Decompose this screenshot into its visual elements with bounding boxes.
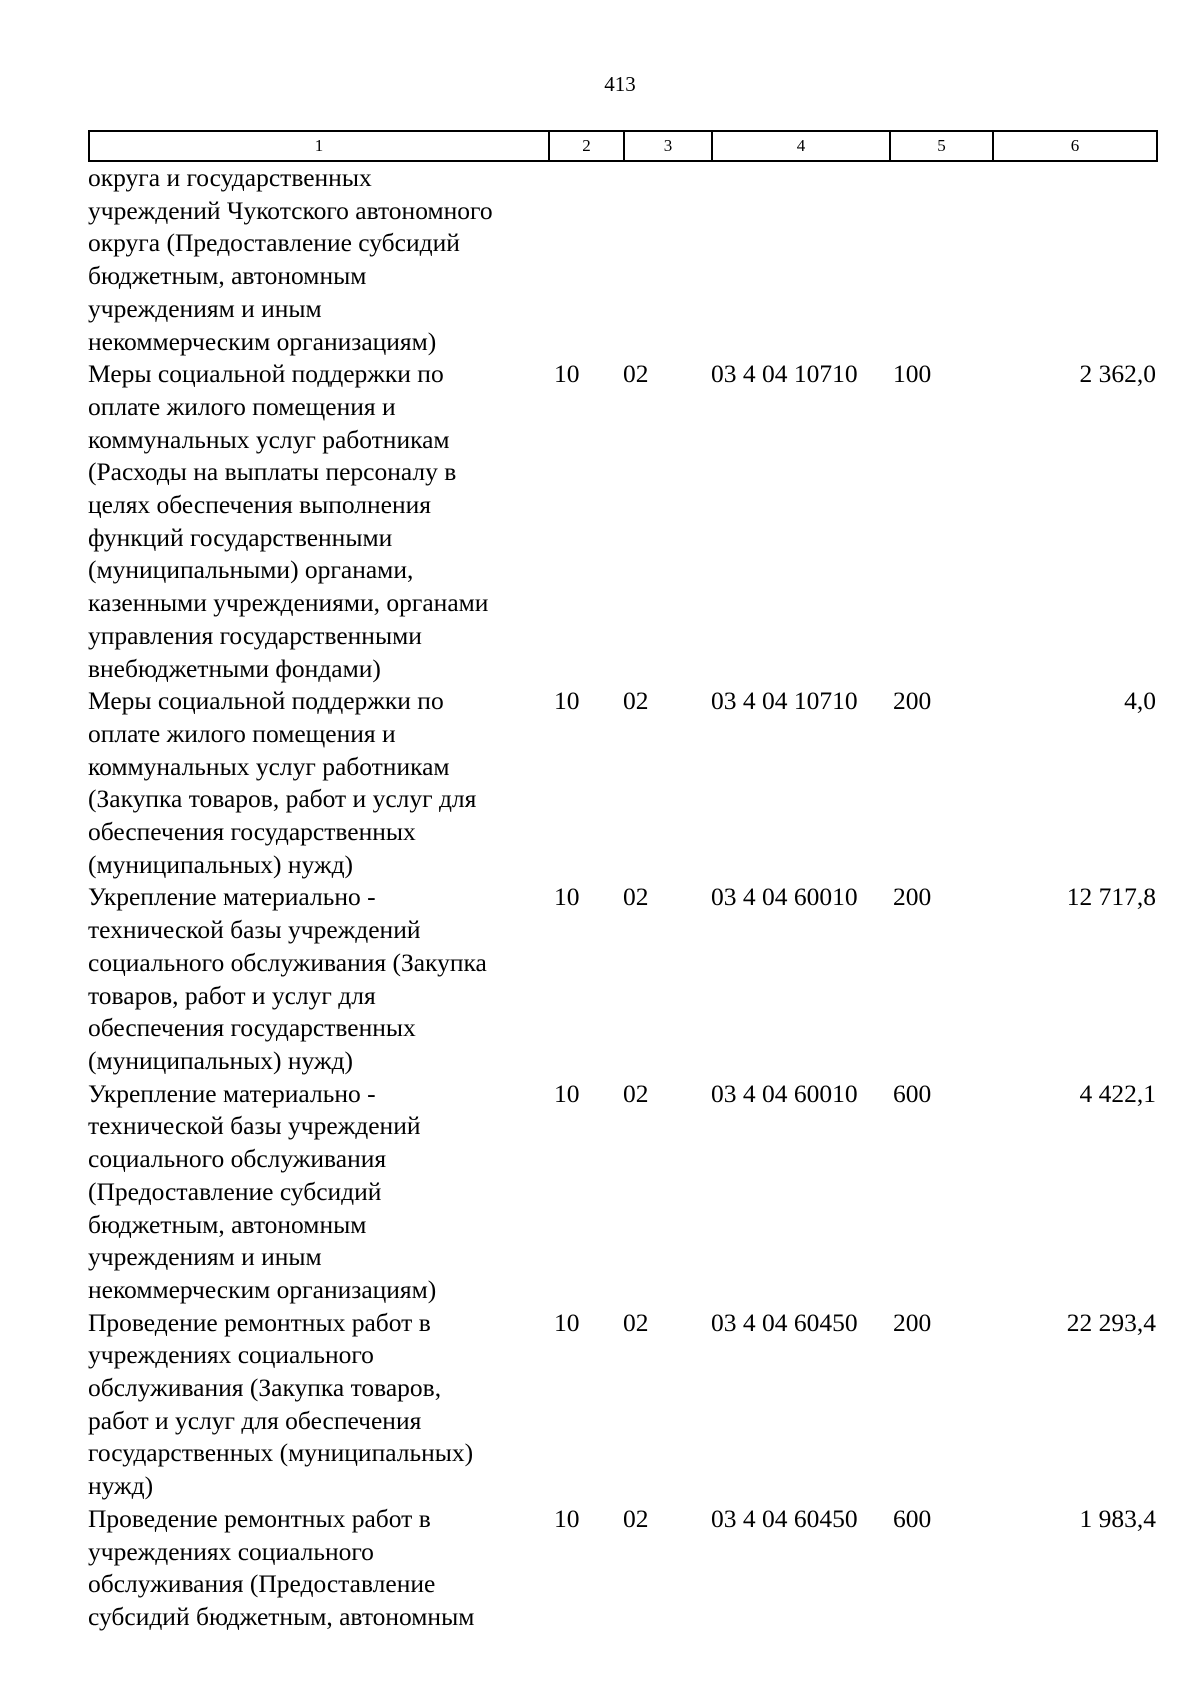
row-target-article: 03 4 04 10710: [711, 686, 858, 716]
column-number-header: [88, 130, 1158, 162]
row-section: 10: [554, 686, 580, 716]
row-expense-type: 600: [893, 1078, 932, 1108]
row-section: [548, 162, 623, 358]
row-section: 10: [554, 1078, 580, 1108]
row-description: Укрепление материально - технической базы учреждений социального обслуживания (Предоставление субсидий бюджетным, автономным учреждениям и иным некоммерческим организациям): [88, 1078, 437, 1304]
row-amount: 1 983,4: [1079, 1503, 1156, 1533]
table-row: [88, 881, 1156, 1077]
row-subsection: 02: [623, 359, 649, 389]
table-row: [88, 685, 1156, 881]
table-row: [88, 162, 1156, 358]
row-amount: [992, 162, 1156, 358]
row-target-article: [711, 162, 889, 358]
row-amount: 22 293,4: [1066, 1307, 1156, 1337]
row-target-article: 03 4 04 60010: [711, 1078, 858, 1108]
row-expense-type: 200: [893, 882, 932, 912]
row-section: 10: [554, 1503, 580, 1533]
row-amount: 4 422,1: [1079, 1078, 1156, 1108]
header-col-4: 4: [712, 131, 890, 161]
header-col-1: 1: [89, 131, 549, 161]
table-row: [88, 1078, 1156, 1307]
budget-table: [88, 162, 1156, 1634]
row-target-article: 03 4 04 60010: [711, 882, 858, 912]
header-col-2: 2: [549, 131, 624, 161]
row-description: Укрепление материально - технической базы учреждений социального обслуживания (Закупка товаров, работ и услуг для обеспечения государственных (муниципальных) нужд): [88, 882, 487, 1075]
row-target-article: 03 4 04 60450: [711, 1503, 858, 1533]
row-expense-type: 600: [893, 1503, 932, 1533]
table-row: [88, 1503, 1156, 1634]
header-col-6: 6: [993, 131, 1157, 161]
row-subsection: 02: [623, 686, 649, 716]
row-section: 10: [554, 1307, 580, 1337]
row-amount: 12 717,8: [1066, 882, 1156, 912]
row-target-article: 03 4 04 10710: [711, 359, 858, 389]
table-row: [88, 358, 1156, 685]
row-amount: 4,0: [1124, 686, 1156, 716]
row-expense-type: 200: [893, 686, 932, 716]
header-col-3: 3: [624, 131, 712, 161]
row-amount: 2 362,0: [1079, 359, 1156, 389]
row-expense-type: [889, 162, 992, 358]
row-subsection: 02: [623, 1503, 649, 1533]
page-number: 413: [604, 72, 636, 96]
row-description: Проведение ремонтных работ в учреждениях социального обслуживания (Закупка товаров, работ и услуг для обеспечения государственных (муниципальных) нужд): [88, 1307, 474, 1501]
row-subsection: 02: [623, 882, 649, 912]
row-description: Меры социальной поддержки по оплате жилого помещения и коммунальных услуг работникам (Расходы на выплаты персоналу в целях обеспечения выполнения функций государственными (муниципальными) органами, казенными учреждениями, органами управления государственными внебюджетными фондами): [88, 359, 489, 683]
row-target-article: 03 4 04 60450: [711, 1307, 858, 1337]
row-subsection: 02: [623, 1307, 649, 1337]
row-section: 10: [554, 359, 580, 389]
row-description: округа и государственных учреждений Чукотского автономного округа (Предоставление субсидий бюджетным, автономным учреждениям и иным некоммерческим организациям): [88, 163, 493, 356]
row-section: 10: [554, 882, 580, 912]
table-row: [88, 1307, 1156, 1503]
row-description: Меры социальной поддержки по оплате жилого помещения и коммунальных услуг работникам (Закупка товаров, работ и услуг для обеспечения государственных (муниципальных) нужд): [88, 686, 477, 879]
header-col-5: 5: [890, 131, 993, 161]
row-expense-type: 100: [893, 359, 932, 389]
row-subsection: [623, 162, 711, 358]
row-subsection: 02: [623, 1078, 649, 1108]
row-description: Проведение ремонтных работ в учреждениях социального обслуживания (Предоставление субсидий бюджетным, автономным: [88, 1503, 475, 1631]
row-expense-type: 200: [893, 1307, 932, 1337]
